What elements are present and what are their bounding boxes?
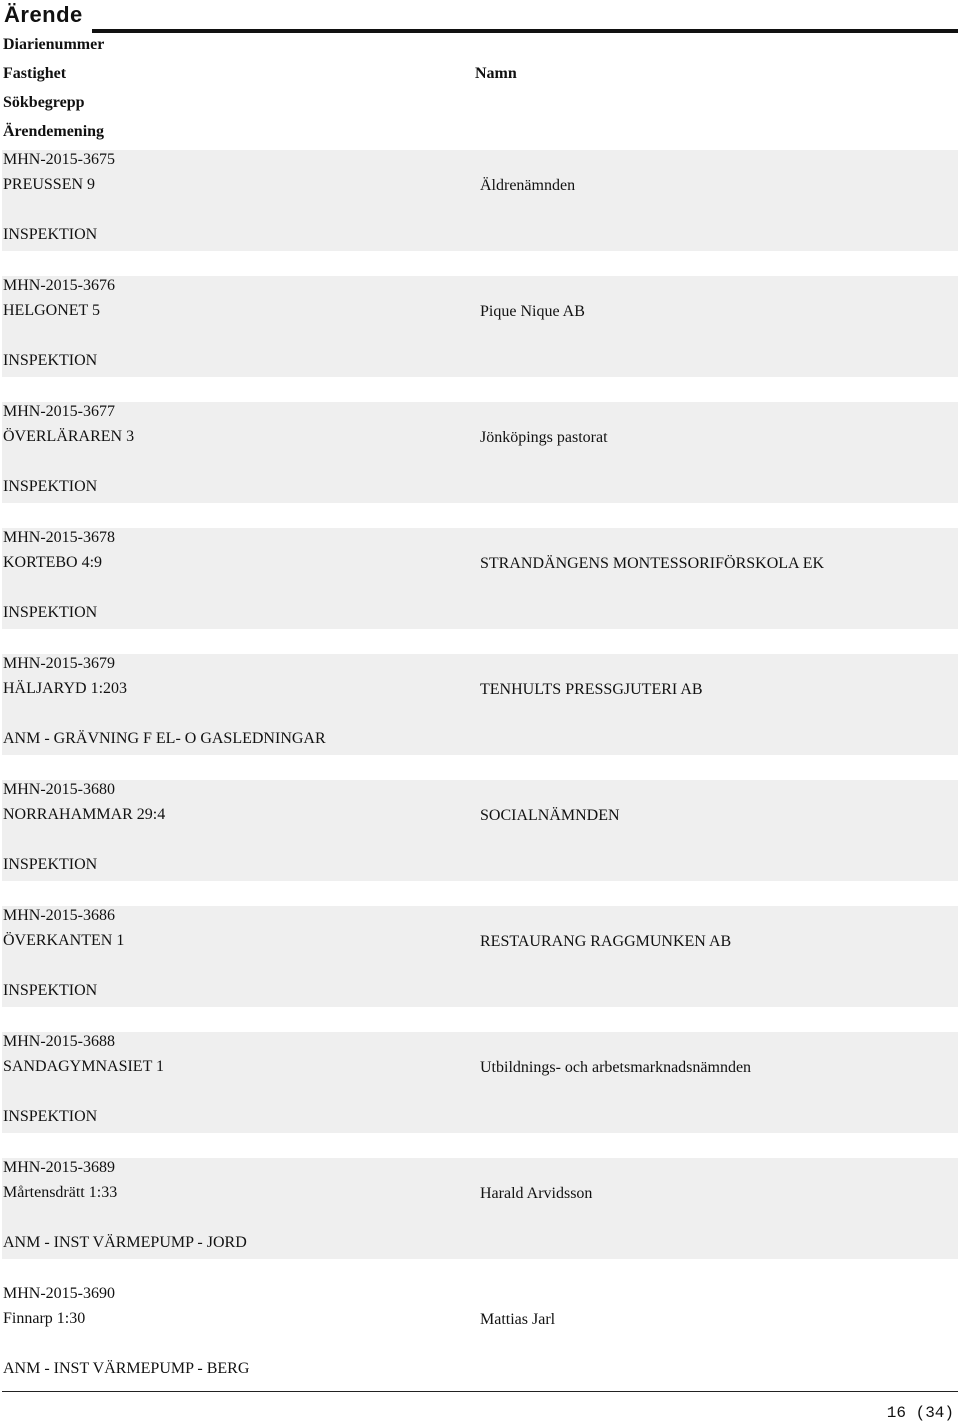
record-namn: TENHULTS PRESSGJUTERI AB (480, 681, 703, 698)
record-diarienummer: MHN-2015-3686 (3, 907, 115, 924)
record-namn: Pique Nique AB (480, 303, 585, 320)
record (0, 654, 960, 780)
record (0, 402, 960, 528)
record-fastighet: HELGONET 5 (3, 302, 101, 319)
record-namn: Mattias Jarl (480, 1311, 556, 1328)
record-namn: Äldrenämnden (480, 177, 576, 194)
record-diarienummer: MHN-2015-3679 (3, 655, 115, 672)
record-fastighet: KORTEBO 4:9 (3, 554, 103, 571)
column-header-diarienummer: Diarienummer (3, 36, 105, 53)
record-namn: Jönköpings pastorat (480, 429, 608, 446)
record-main (2, 150, 958, 251)
record-namn: RESTAURANG RAGGMUNKEN AB (480, 933, 732, 950)
record-fastighet: NORRAHAMMAR 29:4 (3, 806, 166, 823)
record-arendemening: INSPEKTION (3, 856, 98, 873)
record-arendemening: INSPEKTION (3, 352, 98, 369)
record (0, 780, 960, 906)
record-fastighet: Finnarp 1:30 (3, 1310, 86, 1327)
column-header-sokbegrepp: Sökbegrepp (3, 94, 85, 111)
record-main (2, 1284, 958, 1385)
record-arendemening: ANM - GRÄVNING F EL- O GASLEDNINGAR (3, 730, 326, 747)
record-namn: STRANDÄNGENS MONTESSORIFÖRSKOLA EK (480, 555, 825, 572)
record-namn: Utbildnings- och arbetsmarknadsnämnden (480, 1059, 752, 1076)
record (0, 150, 960, 276)
record-fastighet: Mårtensdrätt 1:33 (3, 1184, 118, 1201)
record-fastighet: PREUSSEN 9 (3, 176, 96, 193)
record-diarienummer: MHN-2015-3678 (3, 529, 115, 546)
record-arendemening: ANM - INST VÄRMEPUMP - JORD (3, 1234, 247, 1251)
record-main (2, 654, 958, 755)
record-fastighet: HÄLJARYD 1:203 (3, 680, 128, 697)
record-fastighet: ÖVERLÄRAREN 3 (3, 428, 135, 445)
record-diarienummer: MHN-2015-3690 (3, 1285, 115, 1302)
record-arendemening: ANM - INST VÄRMEPUMP - BERG (3, 1360, 250, 1377)
record (0, 276, 960, 402)
footer-rule (2, 1391, 958, 1392)
record-fastighet: SANDAGYMNASIET 1 (3, 1058, 165, 1075)
record-diarienummer: MHN-2015-3675 (3, 151, 115, 168)
title-rule (92, 29, 958, 33)
record-diarienummer: MHN-2015-3677 (3, 403, 115, 420)
record-diarienummer: MHN-2015-3688 (3, 1033, 115, 1050)
record-diarienummer: MHN-2015-3680 (3, 781, 115, 798)
record-main (2, 1158, 958, 1259)
record-arendemening: INSPEKTION (3, 604, 98, 621)
record-main (2, 402, 958, 503)
column-header-namn: Namn (475, 65, 517, 82)
record-arendemening: INSPEKTION (3, 226, 98, 243)
record-arendemening: INSPEKTION (3, 982, 98, 999)
record-main (2, 906, 958, 1007)
record (0, 528, 960, 654)
record (0, 1284, 960, 1385)
records-list (0, 150, 960, 1385)
record-main (2, 1032, 958, 1133)
record-main (2, 528, 958, 629)
column-header-arendemening: Ärendemening (3, 123, 105, 140)
record (0, 1158, 960, 1284)
record-arendemening: INSPEKTION (3, 478, 98, 495)
column-header-fastighet: Fastighet (3, 65, 67, 82)
record-diarienummer: MHN-2015-3689 (3, 1159, 115, 1176)
record-namn: SOCIALNÄMNDEN (480, 807, 620, 824)
record-fastighet: ÖVERKANTEN 1 (3, 932, 125, 949)
record (0, 1032, 960, 1158)
page-title: Ärende (4, 2, 83, 27)
record (0, 906, 960, 1032)
record-main (2, 780, 958, 881)
record-arendemening: INSPEKTION (3, 1108, 98, 1125)
page-number: 16 (34) (886, 1404, 954, 1422)
record-diarienummer: MHN-2015-3676 (3, 277, 115, 294)
record-namn: Harald Arvidsson (480, 1185, 593, 1202)
record-main (2, 276, 958, 377)
